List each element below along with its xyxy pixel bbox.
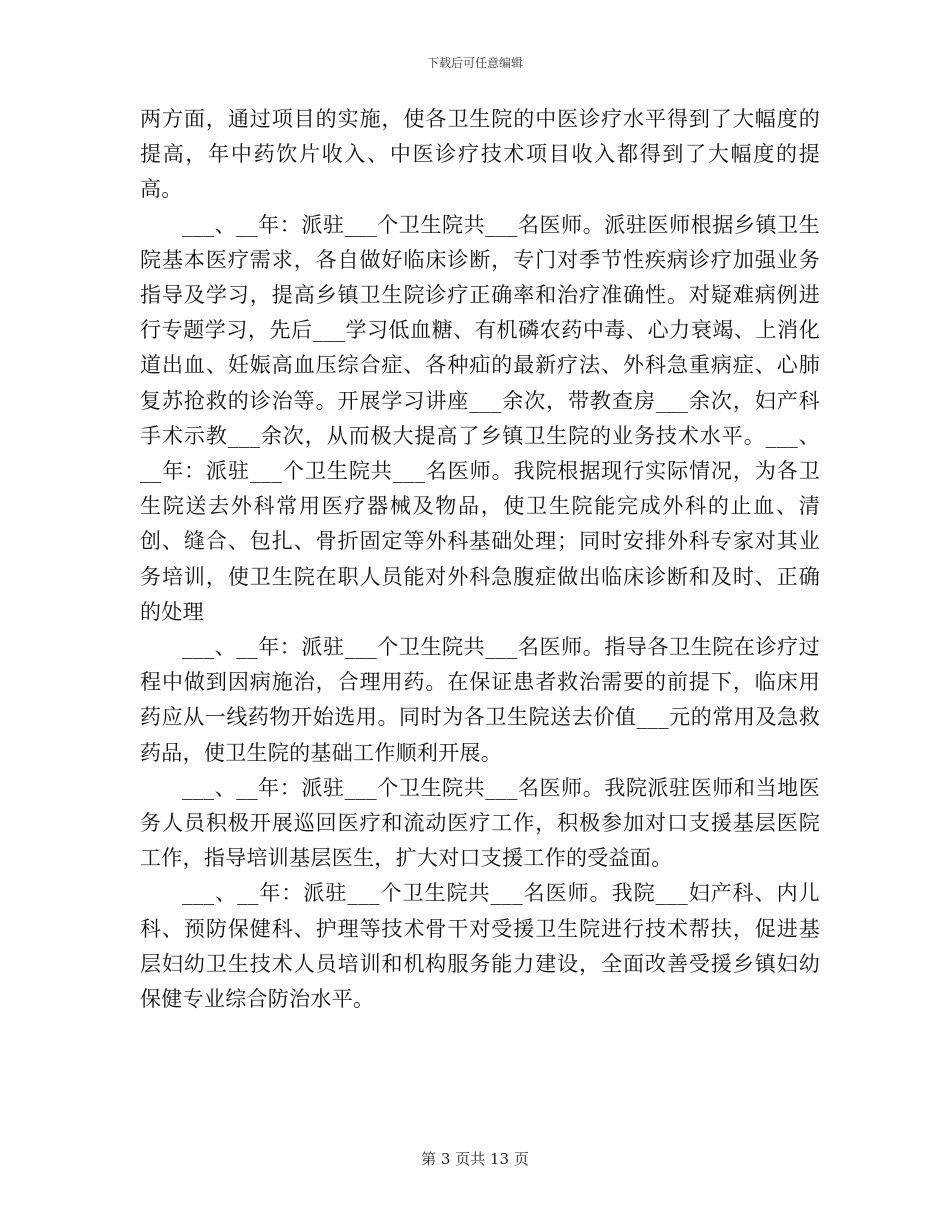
page-header: 下载后可任意编辑 (426, 56, 523, 70)
paragraph: ___、__年：派驻___个卫生院共___名医师。我院派驻医师和当地医务人员积极开展巡回医疗和流动医疗工作，积极参加对口支援基层医院工作，指导培训基层医生，扩大对口支援工作的受益面。 (140, 775, 820, 871)
paragraph-continuation: 两方面，通过项目的实施，使各卫生院的中医诊疗水平得到了大幅度的提高，年中药饮片收入、中医诊疗技术项目收入都得到了大幅度的提高。 (140, 107, 820, 202)
paragraph: ___、__年：派驻___个卫生院共___名医师。指导各卫生院在诊疗过程中做到因病施治，合理用药。在保证患者救治需要的前提下，临床用药应从一线药物开始选用。同时为各卫生院送去价值___元的常用及急救药品，使卫生院的基础工作顺利开展。 (140, 635, 820, 765)
paragraph: ___、__年：派驻___个卫生院共___名医师。派驻医师根据乡镇卫生院基本医疗需求，各自做好临床诊断，专门对季节性疾病诊疗加强业务指导及学习，提高乡镇卫生院诊疗正确率和治疗准确性。对疑难病例进行专题学习，先后___学习低血糖、有机磷农药中毒、心力衰竭、上消化道出血、妊娠高血压综合症、各种疝的最新疗法、外科急重病症、心肺复苏抢救的诊治等。开展学习讲座___余次，带教查房___余次，妇产科手术示教___余次，从而极大提高了乡镇卫生院的业务技术水平。___、__年：派驻___个卫生院共___名医师。我院根据现行实际情况，为各卫生院送去外科常用医疗器械及物品，使卫生院能完成外科的止血、清创、缝合、包扎、骨折固定等外科基础处理；同时安排外科专家对其业务培训，使卫生院在职人员能对外科急腹症做出临床诊断和及时、正确的处理 (140, 212, 820, 624)
body-text (140, 102, 820, 1017)
page-footer: 第 3 页共 13 页 (421, 1150, 529, 1168)
paragraph: ___、__年：派驻___个卫生院共___名医师。我院___妇产科、内儿科、预防保健科、护理等技术骨干对受援卫生院进行技术帮扶，促进基层妇幼卫生技术人员培训和机构服务能力建设，全面改善受援乡镇妇幼保健专业综合防治水平。 (140, 881, 820, 1012)
